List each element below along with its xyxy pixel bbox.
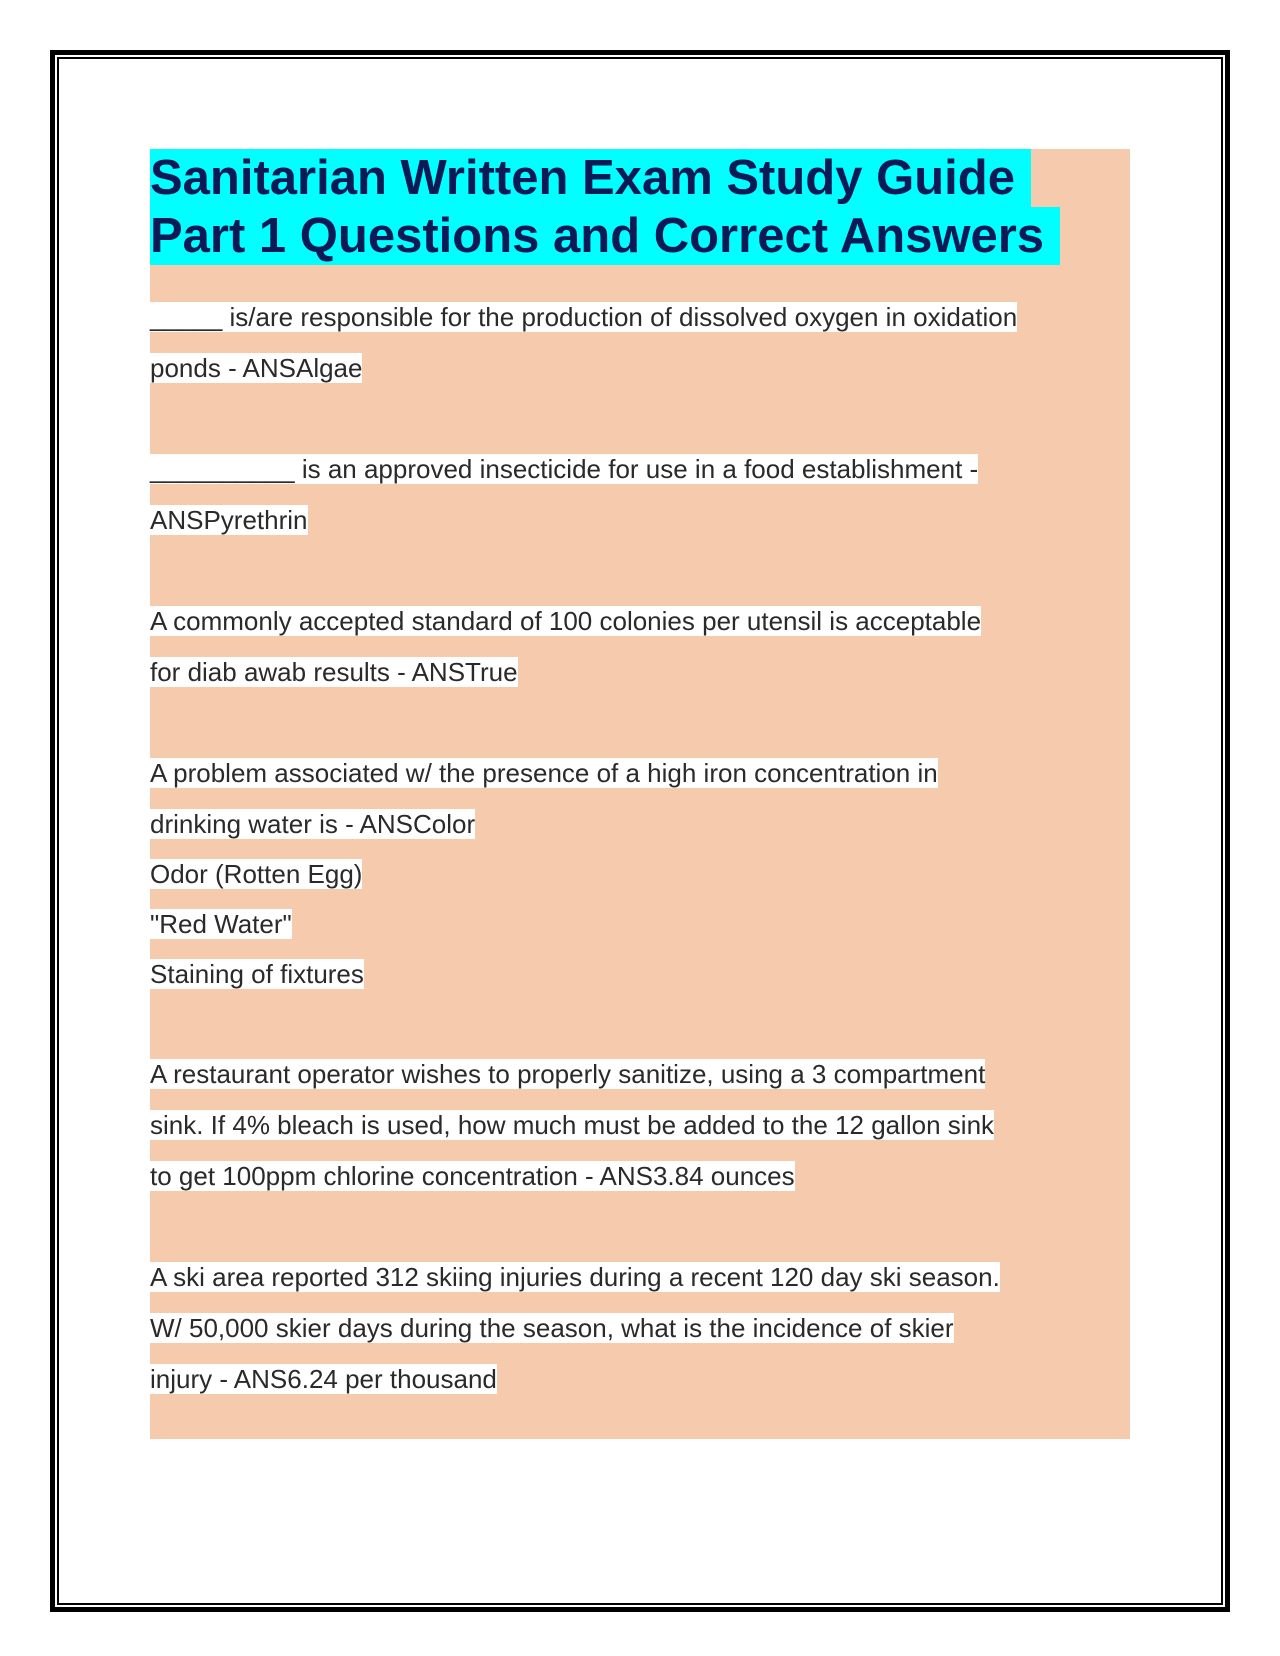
answer-line: "Red Water" (150, 909, 292, 939)
answer-line: drinking water is - ANSColor (150, 809, 476, 839)
question-line: A commonly accepted standard of 100 colonies per utensil is acceptable (150, 606, 982, 636)
question-list (150, 292, 1130, 1405)
question-line: A restaurant operator wishes to properly sanitize, using a 3 compartment (150, 1059, 986, 1089)
question-item-6 (150, 1252, 1130, 1405)
question-line: A problem associated w/ the presence of a high iron concentration in (150, 758, 938, 788)
question-item-1 (150, 292, 1130, 394)
answer-line: to get 100ppm chlorine concentration - ANS3.84 ounces (150, 1161, 795, 1191)
answer-line: Odor (Rotten Egg) (150, 859, 363, 889)
answer-line: ANSPyrethrin (150, 505, 308, 535)
answer-line: ponds - ANSAlgae (150, 353, 363, 383)
question-line: sink. If 4% bleach is used, how much must be added to the 12 gallon sink (150, 1110, 995, 1140)
document-content (150, 149, 1130, 1439)
question-line: A ski area reported 312 skiing injuries during a recent 120 day ski season. (150, 1262, 1000, 1292)
answer-line: for diab awab results - ANSTrue (150, 657, 518, 687)
title-line-1: Sanitarian Written Exam Study Guide (150, 149, 1031, 207)
question-item-2 (150, 444, 1130, 546)
question-line: W/ 50,000 skier days during the season, what is the incidence of skier (150, 1313, 954, 1343)
title-line-2: Part 1 Questions and Correct Answers (150, 207, 1060, 265)
question-line: __________ is an approved insecticide for use in a food establishment - (150, 454, 979, 484)
question-item-5 (150, 1049, 1130, 1202)
answer-line: Staining of fixtures (150, 959, 364, 989)
document-title (150, 149, 1130, 265)
question-item-3 (150, 596, 1130, 698)
question-item-4 (150, 748, 1130, 999)
answer-line: injury - ANS6.24 per thousand (150, 1364, 497, 1394)
question-line: _____ is/are responsible for the production of dissolved oxygen in oxidation (150, 302, 1018, 332)
